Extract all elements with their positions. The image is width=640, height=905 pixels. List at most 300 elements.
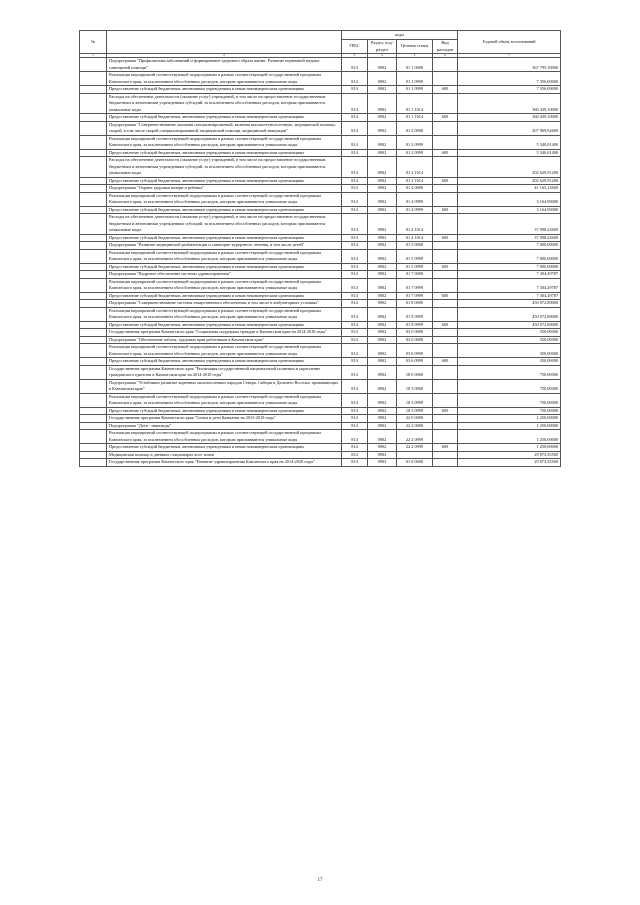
row-name-cell: Предоставление субсидий бюджетным, автономным учреждениям и иным некоммерческим организациям (107, 206, 342, 214)
row-section-cell: 0902 (368, 365, 397, 379)
row-amount-cell: 350,00000 (458, 336, 561, 344)
row-grbs-cell: 814 (342, 206, 368, 214)
row-amount-cell: 367 795,10000 (458, 58, 561, 72)
row-num-cell (80, 415, 107, 423)
row-num-cell (80, 242, 107, 250)
row-grbs-cell: 814 (342, 300, 368, 308)
row-amount-cell: 7 304,49787 (458, 271, 561, 279)
row-name-cell: Государственная программа Камчатского края "Семья и дети Камчатки на 2015-2018 годы" (107, 415, 342, 423)
row-amount-cell: 37 998,23600 (458, 214, 561, 235)
row-target-cell: 22 2 0999 (397, 444, 433, 452)
row-section-cell: 0902 (368, 307, 397, 321)
table-row (80, 278, 561, 292)
row-name-cell: Подпрограмма "Охрана здоровья матери и ребенка" (107, 185, 342, 193)
table-row (80, 249, 561, 263)
row-target-cell: 01 7 0999 (397, 292, 433, 300)
row-section-cell: 0902 (368, 121, 397, 135)
table-row (80, 135, 561, 149)
table-row (80, 307, 561, 321)
row-num-cell (80, 358, 107, 366)
row-grbs-cell: 814 (342, 336, 368, 344)
row-num-cell (80, 459, 107, 467)
table-row (80, 93, 561, 114)
row-num-cell (80, 393, 107, 407)
row-amount-cell: 450 072,80000 (458, 307, 561, 321)
row-amount-cell: 450 072,80000 (458, 321, 561, 329)
row-kind-cell: 600 (433, 206, 458, 214)
row-name-cell: Предоставление субсидий бюджетным, автономным учреждениям и иным некоммерческим организациям (107, 444, 342, 452)
table-row (80, 121, 561, 135)
table-row (80, 72, 561, 86)
row-name-cell: Предоставление субсидий бюджетным, автономным учреждениям и иным некоммерческим организациям (107, 114, 342, 122)
row-target-cell: 01 7 0000 (397, 271, 433, 279)
row-target-cell: 22 2 0999 (397, 430, 433, 444)
row-target-cell: 01 0 0000 (397, 459, 433, 467)
row-name-cell: Реализация мероприятий соответствующей подпрограммы в рамках соответствующей государственной программы Камчатского края, за исключением обособленных расходов, которым присваиваются уникальные коды (107, 307, 342, 321)
table-row (80, 271, 561, 279)
row-grbs-cell: 814 (342, 415, 368, 423)
row-name-cell: Расходы на обеспечение деятельности (оказание услуг) учреждений, в том числе на предоставление государственным бюджетным и автономным учреждениям субсидий, за исключением обособленных расходов, которым присваиваются уникальные коды (107, 93, 342, 114)
row-kind-cell (433, 271, 458, 279)
row-name-cell: Государственная программа Камчатского края "Реализация государственной национальной политики и укрепление гражданского единства в Камчатском крае на 2014-2018 годы" (107, 365, 342, 379)
row-name-cell: Подпрограмма "Дети - инвалиды" (107, 422, 342, 430)
row-section-cell: 0902 (368, 271, 397, 279)
row-num-cell (80, 185, 107, 193)
table-row (80, 459, 561, 467)
row-name-cell: Реализация мероприятий соответствующей подпрограммы в рамках соответствующей государственной программы Камчатского края, за исключением обособленных расходов, которым присваиваются уникальные коды (107, 72, 342, 86)
row-kind-cell: 600 (433, 263, 458, 271)
col-number-2: 2 (107, 54, 342, 58)
row-name-cell: Реализация мероприятий соответствующей подпрограммы в рамках соответствующей государственной программы Камчатского края, за исключением обособленных расходов, которым присваиваются уникальные коды (107, 393, 342, 407)
table-row (80, 185, 561, 193)
row-target-cell: 01 4 0000 (397, 185, 433, 193)
row-amount-cell: 350,00000 (458, 358, 561, 366)
row-kind-cell (433, 242, 458, 250)
row-amount-cell: 5 340,01400 (458, 135, 561, 149)
row-section-cell: 0902 (368, 407, 397, 415)
row-section-cell: 0902 (368, 58, 397, 72)
row-grbs-cell: 814 (342, 451, 368, 459)
row-num-cell (80, 271, 107, 279)
row-target-cell: 01 1 0999 (397, 86, 433, 94)
row-name-cell: Реализация мероприятий соответствующей подпрограммы в рамках соответствующей государственной программы Камчатского края, за исключением обособленных расходов, которым присваиваются уникальные коды (107, 135, 342, 149)
row-target-cell: 18 3 0999 (397, 407, 433, 415)
row-grbs-cell: 814 (342, 177, 368, 185)
row-grbs-cell: 814 (342, 444, 368, 452)
row-section-cell: 0902 (368, 135, 397, 149)
row-section-cell: 0902 (368, 114, 397, 122)
row-grbs-cell: 814 (342, 365, 368, 379)
row-kind-cell (433, 135, 458, 149)
row-section-cell: 0902 (368, 185, 397, 193)
table-row (80, 422, 561, 430)
table-row (80, 149, 561, 157)
row-grbs-cell: 814 (342, 214, 368, 235)
row-num-cell (80, 249, 107, 263)
row-amount-cell: 360 439,10000 (458, 114, 561, 122)
row-amount-cell: 202 629,91200 (458, 157, 561, 178)
row-name-cell: Медицинская помощь в дневных стационарах всех типов (107, 451, 342, 459)
row-amount-cell: 450 072,80000 (458, 300, 561, 308)
row-kind-cell: 600 (433, 177, 458, 185)
row-num-cell (80, 114, 107, 122)
table-row (80, 214, 561, 235)
row-kind-cell (433, 415, 458, 423)
row-name-cell: Подпрограмма "Развитие медицинской реабилитации и санаторно-курортного лечения, в том числе детей" (107, 242, 342, 250)
row-name-cell: Реализация мероприятий соответствующей подпрограммы в рамках соответствующей государственной программы Камчатского края, за исключением обособленных расходов, которым присваиваются уникальные коды (107, 430, 342, 444)
row-num-cell (80, 292, 107, 300)
row-num-cell (80, 58, 107, 72)
row-kind-cell (433, 185, 458, 193)
row-num-cell (80, 329, 107, 337)
row-num-cell (80, 321, 107, 329)
row-kind-cell: 600 (433, 149, 458, 157)
row-kind-cell (433, 300, 458, 308)
row-grbs-cell: 814 (342, 329, 368, 337)
kind-header: Вид расходов (433, 40, 458, 54)
row-section-cell: 0902 (368, 444, 397, 452)
row-num-cell (80, 177, 107, 185)
col-number-7: 7 (458, 54, 561, 58)
row-grbs-cell: 814 (342, 393, 368, 407)
row-num-cell (80, 135, 107, 149)
row-amount-cell: 29 873,55500 (458, 459, 561, 467)
row-section-cell: 0902 (368, 358, 397, 366)
row-kind-cell: 600 (433, 234, 458, 242)
table-row (80, 329, 561, 337)
table-row (80, 321, 561, 329)
table-row (80, 451, 561, 459)
header-row-top (80, 31, 561, 40)
row-name-cell: Предоставление субсидий бюджетным, автономным учреждениям и иным некоммерческим организациям (107, 321, 342, 329)
row-kind-cell (433, 72, 458, 86)
row-num-cell (80, 234, 107, 242)
row-num-cell (80, 149, 107, 157)
table-body (80, 58, 561, 467)
table-row (80, 234, 561, 242)
row-kind-cell (433, 93, 458, 114)
row-target-cell: 01 2 0000 (397, 121, 433, 135)
row-target-cell: 22 0 0000 (397, 415, 433, 423)
row-num-cell (80, 263, 107, 271)
row-grbs-cell: 814 (342, 292, 368, 300)
row-section-cell: 0902 (368, 242, 397, 250)
row-grbs-cell: 814 (342, 430, 368, 444)
row-section-cell: 0902 (368, 415, 397, 423)
row-num-cell (80, 430, 107, 444)
row-name-cell: Подпрограмма "Кадровое обеспечение системы здравоохранения" (107, 271, 342, 279)
row-grbs-cell: 814 (342, 242, 368, 250)
row-kind-cell (433, 249, 458, 263)
row-amount-cell: 202 629,91200 (458, 177, 561, 185)
row-target-cell: 01 2 0999 (397, 135, 433, 149)
row-target-cell: 03 6 0000 (397, 336, 433, 344)
row-name-cell: Реализация мероприятий соответствующей подпрограммы в рамках соответствующей государственной программы Камчатского края, за исключением обособленных расходов, которым присваиваются уникальные коды (107, 278, 342, 292)
row-amount-cell: 750,00000 (458, 393, 561, 407)
table-row (80, 177, 561, 185)
table-row (80, 86, 561, 94)
row-name-cell: Подпрограмма "Совершенствование оказания специализированной, включая высокотехнологичную, медицинской помощи, скорой, в том числе скорой специализированной, медицинской помощи, медицинской эвакуации" (107, 121, 342, 135)
row-grbs-cell: 814 (342, 72, 368, 86)
row-amount-cell: 207 969,92600 (458, 121, 561, 135)
table-row (80, 242, 561, 250)
table-row (80, 430, 561, 444)
row-grbs-cell: 814 (342, 358, 368, 366)
row-target-cell: 01 7 0999 (397, 278, 433, 292)
row-num-cell (80, 407, 107, 415)
table-row (80, 393, 561, 407)
row-kind-cell (433, 451, 458, 459)
row-amount-cell: 1 250,00000 (458, 415, 561, 423)
row-grbs-cell: 814 (342, 192, 368, 206)
row-amount-cell: 750,00000 (458, 365, 561, 379)
row-kind-cell: 600 (433, 407, 458, 415)
row-section-cell: 0902 (368, 278, 397, 292)
row-section-cell: 0902 (368, 192, 397, 206)
row-kind-cell (433, 430, 458, 444)
row-section-cell: 0902 (368, 177, 397, 185)
row-num-cell (80, 444, 107, 452)
row-amount-cell: 7 356,00000 (458, 86, 561, 94)
name-header (107, 31, 342, 54)
row-target-cell: 01 4 0999 (397, 192, 433, 206)
row-name-cell: Подпрограмма "Устойчивое развитие коренных малочисленных народов Севера, Сибири и Дальнего Востока, проживающих в Камчатском крае" (107, 379, 342, 393)
row-name-cell: Предоставление субсидий бюджетным, автономным учреждениям и иным некоммерческим организациям (107, 86, 342, 94)
row-num-cell (80, 157, 107, 178)
row-amount-cell: 3 164,90000 (458, 192, 561, 206)
row-grbs-cell: 814 (342, 249, 368, 263)
row-grbs-cell: 814 (342, 93, 368, 114)
row-num-cell (80, 307, 107, 321)
row-name-cell: Расходы на обеспечение деятельности (оказание услуг) учреждений, в том числе на предоставление государственным бюджетным и автономным учреждениям субсидий, за исключением обособленных расходов, которым присваиваются уникальные коды (107, 214, 342, 235)
row-target-cell: 01 4 1014 (397, 214, 433, 235)
row-kind-cell (433, 379, 458, 393)
row-kind-cell: 600 (433, 321, 458, 329)
table-row (80, 336, 561, 344)
row-target-cell: 03 6 0999 (397, 344, 433, 358)
row-num-cell (80, 344, 107, 358)
row-kind-cell (433, 157, 458, 178)
row-target-cell: 01 1 0999 (397, 72, 433, 86)
row-amount-cell: 360 439,10000 (458, 93, 561, 114)
row-kind-cell (433, 192, 458, 206)
row-name-cell: Предоставление субсидий бюджетным, автономным учреждениям и иным некоммерческим организациям (107, 234, 342, 242)
row-name-cell: Предоставление субсидий бюджетным, автономным учреждениям и иным некоммерческим организациям (107, 292, 342, 300)
row-kind-cell (433, 365, 458, 379)
row-grbs-cell: 814 (342, 234, 368, 242)
row-section-cell: 0902 (368, 234, 397, 242)
row-target-cell: 01 1 0000 (397, 58, 433, 72)
row-amount-cell: 7 000,00000 (458, 242, 561, 250)
row-section-cell: 0902 (368, 344, 397, 358)
table-row (80, 444, 561, 452)
row-amount-cell: 1 250,00000 (458, 430, 561, 444)
row-grbs-cell: 814 (342, 263, 368, 271)
row-kind-cell: 600 (433, 292, 458, 300)
row-num-cell (80, 93, 107, 114)
row-kind-cell (433, 344, 458, 358)
row-section-cell: 0903 (368, 459, 397, 467)
row-name-cell: Предоставление субсидий бюджетным, автономным учреждениям и иным некоммерческим организациям (107, 177, 342, 185)
row-num-cell (80, 192, 107, 206)
table-row (80, 58, 561, 72)
row-name-cell: Реализация мероприятий соответствующей подпрограммы в рамках соответствующей государственной программы Камчатского края, за исключением обособленных расходов, которым присваиваются уникальные коды (107, 344, 342, 358)
row-kind-cell: 600 (433, 358, 458, 366)
row-grbs-cell: 814 (342, 271, 368, 279)
row-target-cell: 18 0 0000 (397, 365, 433, 379)
row-grbs-cell: 814 (342, 344, 368, 358)
row-grbs-cell: 814 (342, 135, 368, 149)
table-row (80, 292, 561, 300)
row-target-cell: 03 6 0999 (397, 358, 433, 366)
row-section-cell: 0902 (368, 292, 397, 300)
row-section-cell: 0902 (368, 249, 397, 263)
row-amount-cell: 37 998,23600 (458, 234, 561, 242)
row-kind-cell (433, 329, 458, 337)
table-row (80, 358, 561, 366)
row-name-cell: Предоставление субсидий бюджетным, автономным учреждениям и иным некоммерческим организациям (107, 149, 342, 157)
col-number-4: 4 (368, 54, 397, 58)
row-grbs-cell: 814 (342, 157, 368, 178)
row-name-cell: Государственная программа Камчатского края "Развитие здравоохранения Камчатского края на 2014-2020 годы" (107, 459, 342, 467)
row-amount-cell: 350,00000 (458, 344, 561, 358)
row-num-cell (80, 214, 107, 235)
num-header: № (80, 31, 107, 54)
row-num-cell (80, 86, 107, 94)
row-kind-cell (433, 307, 458, 321)
row-num-cell (80, 121, 107, 135)
row-grbs-cell: 814 (342, 185, 368, 193)
row-amount-cell: 1 250,00000 (458, 444, 561, 452)
row-section-cell: 0902 (368, 206, 397, 214)
row-name-cell: Реализация мероприятий соответствующей подпрограммы в рамках соответствующей государственной программы Камчатского края, за исключением обособленных расходов, которым присваиваются уникальные коды (107, 192, 342, 206)
row-num-cell (80, 72, 107, 86)
row-section-cell: 0902 (368, 393, 397, 407)
row-name-cell: Подпрограмма "Обеспечение заботы, трудовых прав работников в Камчатском крае" (107, 336, 342, 344)
row-grbs-cell: 814 (342, 86, 368, 94)
row-section-cell: 0902 (368, 379, 397, 393)
row-amount-cell: 7 356,00000 (458, 72, 561, 86)
row-grbs-cell: 814 (342, 149, 368, 157)
row-kind-cell (433, 336, 458, 344)
table-row (80, 379, 561, 393)
row-kind-cell: 600 (433, 114, 458, 122)
col-number-3: 3 (342, 54, 368, 58)
table-row (80, 344, 561, 358)
row-section-cell: 0902 (368, 321, 397, 329)
row-num-cell (80, 336, 107, 344)
row-grbs-cell: 814 (342, 114, 368, 122)
total-header: Годовой объем ассигнований (458, 31, 561, 54)
row-section-cell: 0902 (368, 430, 397, 444)
row-target-cell: 01 8 0999 (397, 321, 433, 329)
row-target-cell: 01 2 1014 (397, 177, 433, 185)
row-grbs-cell: 814 (342, 379, 368, 393)
row-target-cell: 18 3 0999 (397, 393, 433, 407)
row-amount-cell: 7 000,00000 (458, 263, 561, 271)
row-target-cell: 18 3 0000 (397, 379, 433, 393)
row-kind-cell (433, 459, 458, 467)
table-row (80, 157, 561, 178)
row-grbs-cell: 814 (342, 307, 368, 321)
budget-table (79, 30, 561, 467)
row-kind-cell: 600 (433, 444, 458, 452)
codes-header: коды (342, 31, 458, 40)
row-section-cell: 0902 (368, 86, 397, 94)
row-amount-cell: 7 000,00000 (458, 249, 561, 263)
row-section-cell: 0902 (368, 300, 397, 308)
row-target-cell: 01 1 1014 (397, 93, 433, 114)
row-amount-cell: 29 873,55500 (458, 451, 561, 459)
row-num-cell (80, 300, 107, 308)
row-grbs-cell: 814 (342, 121, 368, 135)
row-name-cell: Государственная программа Камчатского края "Социальная поддержка граждан в Камчатском крае на 2014-2018 годы" (107, 329, 342, 337)
row-kind-cell (433, 214, 458, 235)
row-num-cell (80, 379, 107, 393)
row-target-cell: 01 2 0999 (397, 149, 433, 157)
row-section-cell: 0902 (368, 72, 397, 86)
table-row (80, 415, 561, 423)
row-name-cell: Предоставление субсидий бюджетным, автономным учреждениям и иным некоммерческим организациям (107, 358, 342, 366)
row-grbs-cell: 814 (342, 278, 368, 292)
row-section-cell: 0902 (368, 157, 397, 178)
row-amount-cell: 3 164,90000 (458, 206, 561, 214)
row-kind-cell (433, 393, 458, 407)
col-number-1: 1 (80, 54, 107, 58)
row-num-cell (80, 278, 107, 292)
row-name-cell: Предоставление субсидий бюджетным, автономным учреждениям и иным некоммерческим организациям (107, 263, 342, 271)
row-kind-cell: 600 (433, 86, 458, 94)
table-row (80, 300, 561, 308)
row-grbs-cell: 814 (342, 407, 368, 415)
row-target-cell: 01 5 0999 (397, 249, 433, 263)
row-num-cell (80, 451, 107, 459)
row-section-cell: 0902 (368, 422, 397, 430)
row-kind-cell (433, 121, 458, 135)
row-section-cell: 0902 (368, 93, 397, 114)
row-target-cell: 03 0 0000 (397, 329, 433, 337)
row-amount-cell: 750,00000 (458, 379, 561, 393)
row-section-cell: 0902 (368, 214, 397, 235)
row-target-cell: 01 5 0999 (397, 263, 433, 271)
row-target-cell: 01 8 0999 (397, 307, 433, 321)
col-number-6: 6 (433, 54, 458, 58)
page-number: 17 (317, 878, 323, 883)
row-section-cell: 0902 (368, 329, 397, 337)
row-target-cell (397, 451, 433, 459)
row-grbs-cell: 814 (342, 459, 368, 467)
table-row (80, 192, 561, 206)
table-row (80, 407, 561, 415)
row-target-cell: 01 4 1014 (397, 234, 433, 242)
row-target-cell: 01 8 0000 (397, 300, 433, 308)
row-num-cell (80, 422, 107, 430)
row-section-cell: 0903 (368, 451, 397, 459)
row-name-cell: Подпрограмма "Профилактика заболеваний и формирование здорового образа жизни. Развитие первичной медико-санитарной помощи" (107, 58, 342, 72)
row-target-cell: 01 1 1014 (397, 114, 433, 122)
row-target-cell: 22 2 0000 (397, 422, 433, 430)
row-amount-cell: 7 304,49787 (458, 292, 561, 300)
row-num-cell (80, 206, 107, 214)
row-name-cell: Реализация мероприятий соответствующей подпрограммы в рамках соответствующей государственной программы Камчатского края, за исключением обособленных расходов, которым присваиваются уникальные коды (107, 249, 342, 263)
row-target-cell: 01 5 0000 (397, 242, 433, 250)
row-amount-cell: 5 340,01400 (458, 149, 561, 157)
row-target-cell: 01 2 1014 (397, 157, 433, 178)
row-amount-cell: 7 304,49787 (458, 278, 561, 292)
row-section-cell: 0902 (368, 336, 397, 344)
row-grbs-cell: 814 (342, 321, 368, 329)
grbs-header: ГРБС (342, 40, 368, 54)
